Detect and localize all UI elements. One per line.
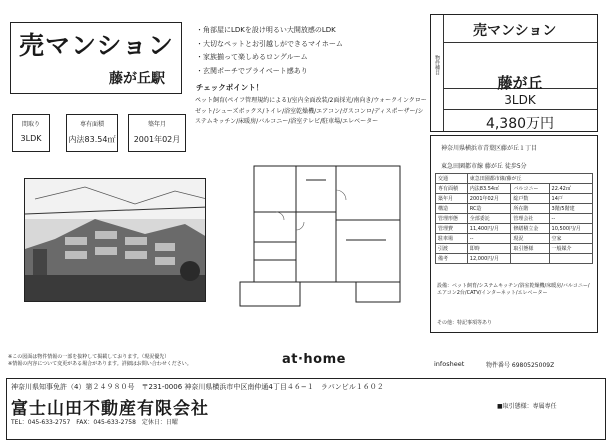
info-label: 交通 bbox=[436, 174, 468, 184]
info-value: 即時 bbox=[467, 244, 511, 254]
side-label: 物件種目 bbox=[431, 15, 444, 131]
listing-title: 売マンション bbox=[19, 31, 174, 60]
company-license: 神奈川県知事免許（4）第２４９８０号 〒231-0006 神奈川県横浜市中区南仲通4丁目４６−１ ラパンビル１６０２ bbox=[11, 383, 384, 391]
infosheet-label: infosheet bbox=[434, 360, 465, 368]
spec-layout-box bbox=[12, 114, 50, 152]
floor-plan bbox=[236, 160, 404, 310]
property-header bbox=[430, 14, 598, 132]
info-label: 駐車場 bbox=[436, 234, 468, 244]
company-contact: TEL：045-633-2757 FAX：045-633-2758 定休日：日曜 bbox=[11, 419, 178, 426]
athome-logo: at·home bbox=[282, 352, 346, 367]
check-point-title: チェックポイント！ bbox=[196, 83, 264, 92]
property-number: 物件番号 6980525009Z bbox=[486, 362, 555, 369]
spec-area-box bbox=[66, 114, 118, 152]
info-table bbox=[435, 173, 593, 264]
info-value: -- bbox=[467, 234, 511, 244]
equipment-text: 設備：ペット飼育/システムキッチン/浴室乾燥機/床暖房/バルコニー/エアコン2台/CATV/インターネット/エレベーター bbox=[437, 283, 590, 296]
property-station: 藤が丘 bbox=[443, 43, 597, 89]
spec-label: 専有面積 bbox=[79, 121, 104, 128]
info-value: -- bbox=[549, 214, 592, 224]
info-value: 14戸 bbox=[549, 194, 592, 204]
info-label: 管理費 bbox=[436, 224, 468, 234]
property-layout: 3LDK bbox=[443, 89, 597, 110]
info-label: 管理形態 bbox=[436, 214, 468, 224]
feature-list: ペット飼育(ペイフ管理規約による)/室内全面改装/2面採光/南向き/ウォークインクローゼット/シューズボックス/トイレ/浴室乾燥機/エアコン/ガスコンロ/ディスポーザー/システムキッチン/床暖房/バルコニー/浴室テレビ/駐車場/エレベーター bbox=[195, 97, 427, 125]
info-label: 総戸数 bbox=[511, 194, 549, 204]
info-label: 修繕積立金 bbox=[511, 224, 549, 234]
info-value: 内法83.54㎡ bbox=[467, 184, 511, 194]
info-row bbox=[436, 184, 593, 194]
transaction-terms: ■取引態様：専属専任 bbox=[497, 403, 557, 410]
note-line: ※この図面は物件情報の一部を抜粋して掲載しております。（現況優先） bbox=[8, 354, 170, 360]
spec-value: 2001年02月 bbox=[133, 135, 181, 144]
spec-value: 3LDK bbox=[20, 134, 42, 143]
checklist-item: ・ 大切なペットとお引越しができるマイホーム bbox=[196, 38, 428, 52]
info-row bbox=[436, 174, 593, 184]
info-row bbox=[436, 204, 593, 214]
note-line: ※情報の内容について変更がある場合があります。詳細はお問い合わせください。 bbox=[8, 361, 192, 367]
property-access: 東急田園都市線 藤が丘 徒歩5分 bbox=[441, 163, 527, 170]
checklist bbox=[196, 24, 428, 78]
checklist-item: ・ 家族揃って楽しめるロングルーム bbox=[196, 51, 428, 65]
info-row bbox=[436, 214, 593, 224]
company-footer bbox=[6, 378, 606, 440]
info-value: 11,400円/月 bbox=[467, 224, 511, 234]
info-row bbox=[436, 244, 593, 254]
spec-built-box bbox=[128, 114, 186, 152]
info-row bbox=[436, 224, 593, 234]
info-value: 22.42㎡ bbox=[549, 184, 592, 194]
info-value: 12,000円/月 bbox=[467, 254, 511, 264]
info-label: 専有面積 bbox=[436, 184, 468, 194]
info-value: 2001年02月 bbox=[467, 194, 511, 204]
info-value: RC造 bbox=[467, 204, 511, 214]
property-type: 売マンション bbox=[443, 15, 597, 43]
property-info-panel bbox=[430, 135, 598, 333]
info-label: 所在階 bbox=[511, 204, 549, 214]
info-value: 全部委託 bbox=[467, 214, 511, 224]
info-label: 現況 bbox=[511, 234, 549, 244]
listing-title-box bbox=[10, 22, 182, 94]
info-label: 備考 bbox=[436, 254, 468, 264]
checklist-item: ・ 角部屋にLDKを設け明るい大開放感のLDK bbox=[196, 24, 428, 38]
info-label bbox=[511, 254, 549, 264]
other-text: その他：特記事項等あり bbox=[437, 320, 493, 326]
info-label: 引渡 bbox=[436, 244, 468, 254]
checklist-item: ・ 玄関ポーチでプライベート感あり bbox=[196, 65, 428, 79]
info-value bbox=[549, 254, 592, 264]
property-address: 神奈川県横浜市青葉区藤が丘１丁目 bbox=[441, 145, 538, 152]
info-row bbox=[436, 194, 593, 204]
notes bbox=[8, 354, 268, 368]
info-row bbox=[436, 234, 593, 244]
info-label: 取引態様 bbox=[511, 244, 549, 254]
info-label: 築年月 bbox=[436, 194, 468, 204]
info-label: 管理会社 bbox=[511, 214, 549, 224]
info-value: 一般媒介 bbox=[549, 244, 592, 254]
info-value: 10,500円/月 bbox=[549, 224, 592, 234]
company-name: 富士山田不動産有限会社 bbox=[11, 399, 209, 419]
spec-label: 築年月 bbox=[147, 121, 166, 128]
property-price: 4,380万円 bbox=[485, 116, 555, 132]
listing-station: 藤が丘駅 bbox=[109, 71, 165, 87]
info-row bbox=[436, 254, 593, 264]
info-label: バルコニー bbox=[511, 184, 549, 194]
info-value: 東急田園都市線/藤が丘 bbox=[467, 174, 592, 184]
spec-label: 間取り bbox=[21, 121, 40, 128]
info-value: 3階/5階建 bbox=[549, 204, 592, 214]
info-label: 構造 bbox=[436, 204, 468, 214]
building-photo bbox=[24, 178, 206, 302]
spec-value: 内法83.54㎡ bbox=[68, 135, 116, 144]
info-value: 空家 bbox=[549, 234, 592, 244]
